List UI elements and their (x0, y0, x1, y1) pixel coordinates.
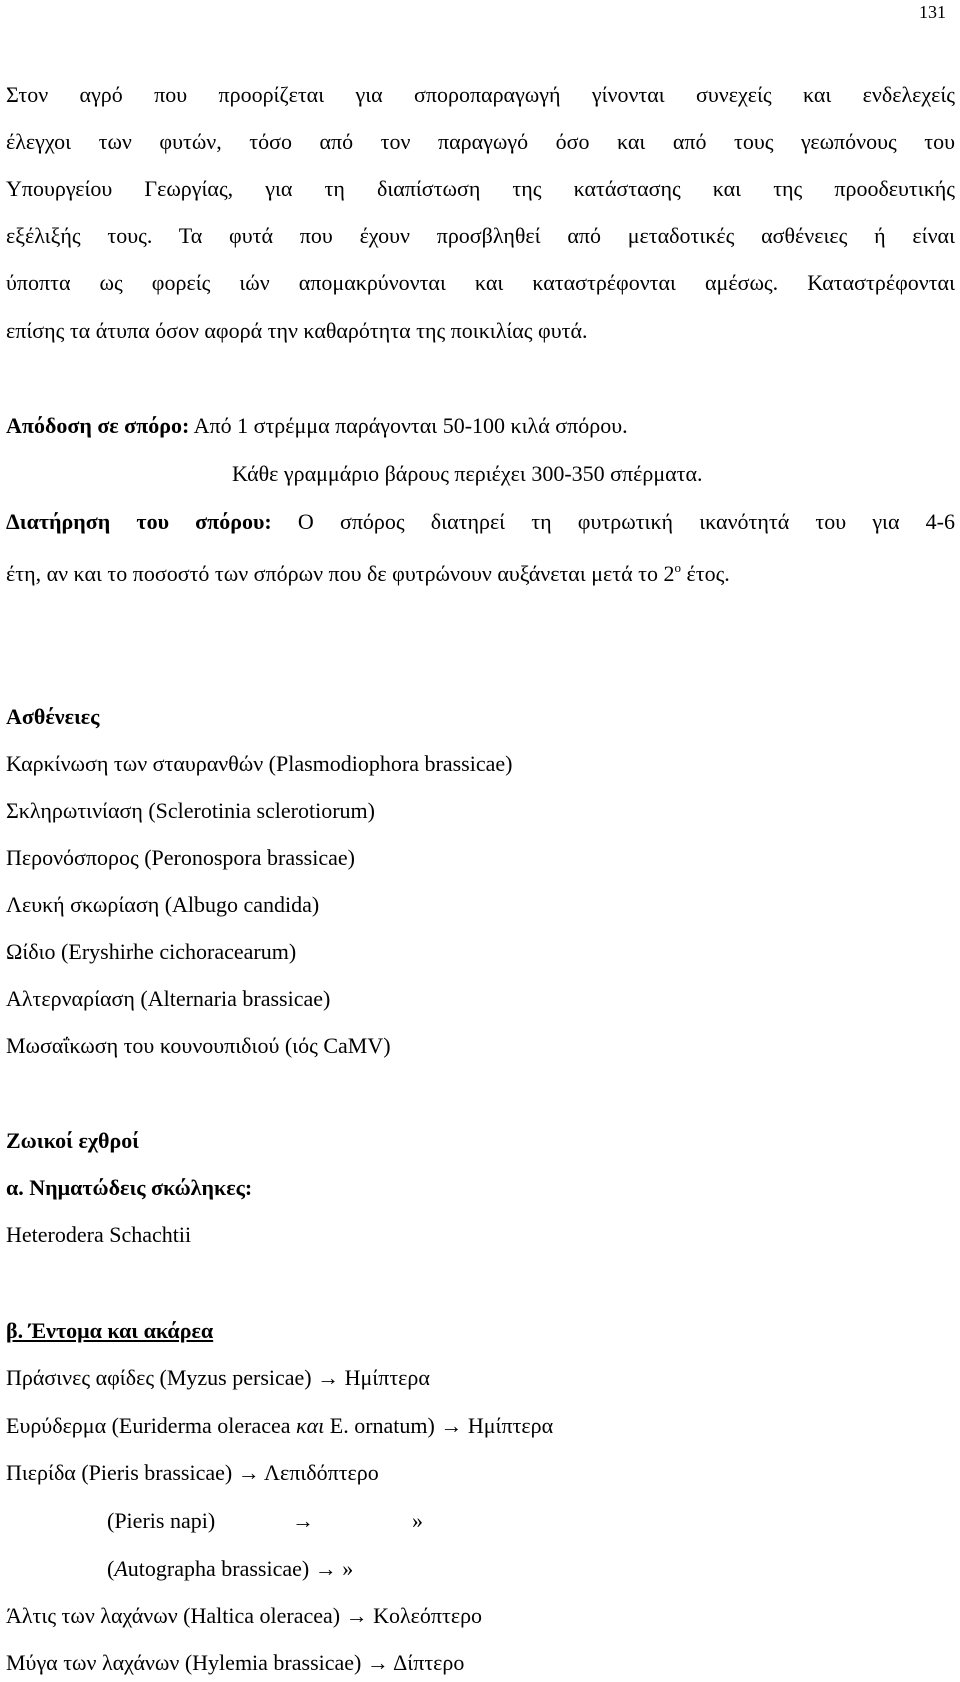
yield-line-2: Κάθε γραμμάριο βάρους περιέχει 300-350 σπέρματα. (232, 461, 703, 486)
arrow-icon: → (292, 1508, 314, 1533)
insect-item-text-end: E. ornatum) → Ημίπτερα (324, 1413, 554, 1438)
ditto-mark: » (412, 1508, 423, 1533)
insect-item-sub-text: (Pieris napi) (107, 1508, 216, 1533)
insect-item: Μύγα των λαχάνων (Hylemia brassicae) → Δίπτερο (6, 1650, 465, 1675)
insect-item-sub-text: utographa brassicae) → » (127, 1556, 354, 1581)
insect-item-sub-paren: ( (107, 1556, 115, 1581)
yield-label: Απόδοση σε σπόρο: (6, 413, 190, 438)
preservation-line-2-text: έτη, αν και το ποσοστό των σπόρων που δε φυτρώνουν αυξάνεται μετά το 2 (6, 561, 675, 586)
disease-item: Αλτερναρίαση (Alternaria brassicae) (6, 986, 331, 1011)
intro-line-5: ύποπτα ως φορείς ιών απομακρύνονται και καταστρέφονται αμέσως. Καταστρέφονται (6, 270, 955, 295)
insect-item-sub (107, 1508, 215, 1534)
insects-heading (6, 1318, 213, 1344)
pests-heading (6, 1128, 139, 1154)
nematodes-heading (6, 1175, 252, 1201)
preservation-text: Ο σπόρος διατηρεί τη φυτρωτική ικανότητά του για 4-6 (271, 509, 955, 534)
preservation-paragraph (6, 509, 955, 535)
page-number: 131 (919, 2, 946, 22)
preservation-label: Διατήρηση του σπόρου: (6, 509, 272, 534)
insect-item-sub-italic: A (114, 1556, 128, 1581)
yield-paragraph (6, 413, 628, 439)
insect-item-italic: και (296, 1413, 325, 1438)
insect-item: Άλτις των λαχάνων (Haltica oleracea) → Κολεόπτερο (6, 1603, 483, 1628)
disease-item: Περονόσπορος (Peronospora brassicae) (6, 845, 355, 870)
intro-line-4: εξέλιξής τους. Τα φυτά που έχουν προσβληθεί από μεταδοτικές ασθένειες ή είναι (6, 223, 955, 248)
intro-line-1: Στον αγρό που προορίζεται για σποροπαραγωγή γίνονται συνεχείς και ενδελεχείς (6, 82, 955, 107)
nematode-item: Heterodera Schachtii (6, 1222, 192, 1247)
ordinal-superscript: ο (674, 560, 681, 575)
insects-heading-text: β. Έντομα και ακάρεα (6, 1318, 214, 1343)
diseases-heading-text: Ασθένειες (6, 704, 100, 729)
preservation-line-2 (6, 561, 730, 587)
insect-item-sub (107, 1556, 353, 1582)
disease-item: Ωίδιο (Eryshirhe cichoracearum) (6, 939, 297, 964)
diseases-heading (6, 704, 99, 730)
intro-line-2: έλεγχοι των φυτών, τόσο από τον παραγωγό όσο και από τους γεωπόνους του (6, 129, 955, 154)
disease-item: Καρκίνωση των σταυρανθών (Plasmodiophora brassicae) (6, 751, 513, 776)
yield-text: Από 1 στρέμμα παράγονται 50-100 κιλά σπόρου. (189, 413, 628, 438)
insect-item (6, 1413, 553, 1439)
disease-item: Σκληρωτινίαση (Sclerotinia sclerotiorum) (6, 798, 375, 823)
preservation-line-2-end: έτος. (680, 561, 730, 586)
intro-line-3: Υπουργείου Γεωργίας, για τη διαπίστωση της κατάστασης και της προοδευτικής (6, 176, 955, 201)
insect-item: Πράσινες αφίδες (Myzus persicae) → Ημίπτερα (6, 1365, 430, 1390)
pests-heading-text: Ζωικοί εχθροί (6, 1128, 140, 1153)
insect-item-text: Ευρύδερμα (Euriderma oleracea (6, 1413, 297, 1438)
disease-item: Λευκή σκωρίαση (Albugo candida) (6, 892, 320, 917)
insect-item: Πιερίδα (Pieris brassicae) → Λεπιδόπτερο (6, 1460, 379, 1485)
nematodes-heading-text: α. Νηματώδεις σκώληκες: (6, 1175, 253, 1200)
disease-item: Μωσαΐκωση του κουνουπιδιού (ιός CaMV) (6, 1033, 391, 1058)
intro-line-6: επίσης τα άτυπα όσον αφορά την καθαρότητα της ποικιλίας φυτά. (6, 318, 588, 343)
